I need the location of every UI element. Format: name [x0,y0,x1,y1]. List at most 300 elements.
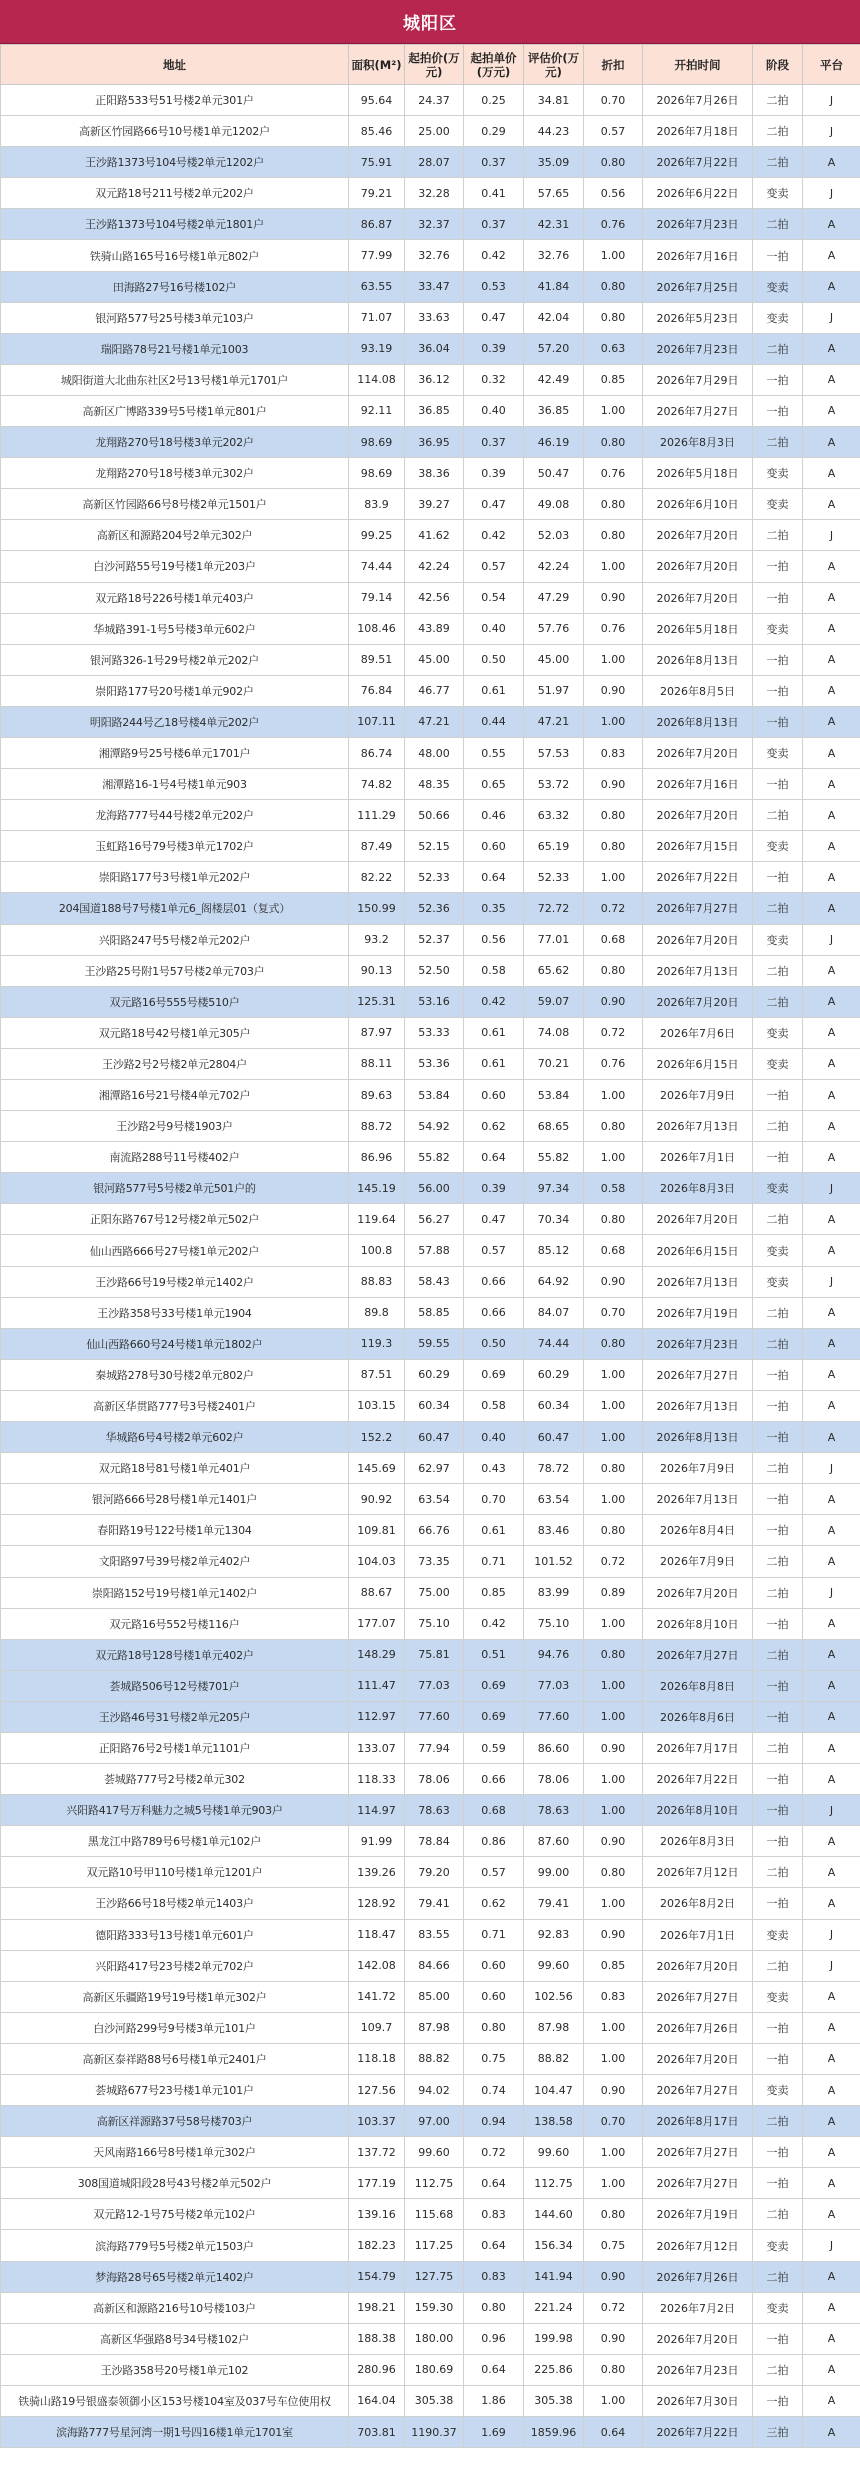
cell-discount: 0.90 [584,769,643,800]
cell-start-time: 2026年7月27日 [643,395,753,426]
cell-discount: 0.70 [584,2106,643,2137]
cell-start-price: 77.94 [405,1732,464,1763]
page-title: 城阳区 [0,0,860,44]
cell-area: 141.72 [349,1981,405,2012]
cell-stage: 一拍 [753,2137,803,2168]
cell-discount: 1.00 [584,2012,643,2043]
cell-discount: 0.80 [584,427,643,458]
cell-eval-price: 101.52 [524,1546,584,1577]
cell-discount: 0.80 [584,520,643,551]
cell-stage: 变卖 [753,1048,803,1079]
cell-platform: A [803,737,860,768]
cell-stage: 一拍 [753,1359,803,1390]
table-header [1,45,860,85]
table-row [1,2323,860,2354]
cell-discount: 0.70 [584,1297,643,1328]
cell-stage: 一拍 [753,769,803,800]
cell-stage: 一拍 [753,240,803,271]
cell-unit-price: 0.96 [464,2323,524,2354]
cell-unit-price: 1.69 [464,2417,524,2448]
cell-platform: A [803,2292,860,2323]
cell-area: 87.49 [349,831,405,862]
cell-stage: 变卖 [753,924,803,955]
cell-unit-price: 0.80 [464,2012,524,2043]
cell-discount: 0.80 [584,955,643,986]
cell-address: 田海路27号16号楼102户 [1,271,349,302]
cell-start-price: 39.27 [405,489,464,520]
cell-eval-price: 46.19 [524,427,584,458]
cell-platform: A [803,1359,860,1390]
cell-start-price: 45.00 [405,644,464,675]
cell-area: 86.96 [349,1142,405,1173]
cell-unit-price: 0.41 [464,178,524,209]
cell-eval-price: 45.00 [524,644,584,675]
table-row [1,769,860,800]
cell-platform: A [803,1546,860,1577]
cell-start-time: 2026年7月13日 [643,1111,753,1142]
cell-discount: 0.72 [584,1546,643,1577]
cell-discount: 1.00 [584,1390,643,1421]
cell-start-time: 2026年8月6日 [643,1701,753,1732]
cell-platform: J [803,116,860,147]
cell-address: 高新区广博路339号5号楼1单元801户 [1,395,349,426]
cell-start-time: 2026年8月3日 [643,1826,753,1857]
cell-eval-price: 52.33 [524,862,584,893]
cell-discount: 0.80 [584,302,643,333]
cell-start-price: 32.76 [405,240,464,271]
table-row [1,1701,860,1732]
cell-start-price: 52.33 [405,862,464,893]
table-row [1,271,860,302]
cell-unit-price: 0.69 [464,1359,524,1390]
cell-start-price: 77.60 [405,1701,464,1732]
cell-eval-price: 47.21 [524,706,584,737]
cell-address: 双元路18号211号楼2单元202户 [1,178,349,209]
cell-start-price: 36.04 [405,333,464,364]
table-row [1,1639,860,1670]
cell-address: 湘潭路16号21号楼4单元702户 [1,1080,349,1111]
cell-platform: A [803,458,860,489]
cell-start-price: 48.35 [405,769,464,800]
cell-area: 127.56 [349,2075,405,2106]
cell-platform: J [803,302,860,333]
cell-platform: A [803,551,860,582]
cell-platform: A [803,862,860,893]
cell-platform: J [803,85,860,116]
cell-start-price: 32.28 [405,178,464,209]
cell-platform: A [803,675,860,706]
cell-unit-price: 0.61 [464,1048,524,1079]
cell-discount: 0.80 [584,1111,643,1142]
cell-unit-price: 0.37 [464,209,524,240]
cell-platform: A [803,489,860,520]
cell-discount: 0.85 [584,364,643,395]
cell-stage: 变卖 [753,1981,803,2012]
cell-start-time: 2026年7月17日 [643,1732,753,1763]
cell-start-price: 56.27 [405,1204,464,1235]
cell-area: 79.14 [349,582,405,613]
cell-platform: J [803,2230,860,2261]
table-row [1,955,860,986]
header-start-price: 起拍价(万元) [405,45,464,85]
cell-start-price: 79.41 [405,1888,464,1919]
cell-platform: A [803,893,860,924]
cell-discount: 1.00 [584,644,643,675]
cell-platform: A [803,1670,860,1701]
cell-area: 108.46 [349,613,405,644]
cell-eval-price: 141.94 [524,2261,584,2292]
cell-address: 龙海路777号44号楼2单元202户 [1,800,349,831]
cell-area: 112.97 [349,1701,405,1732]
table-row [1,240,860,271]
cell-platform: A [803,986,860,1017]
table-row [1,333,860,364]
cell-platform: A [803,427,860,458]
cell-discount: 0.63 [584,333,643,364]
cell-stage: 二拍 [753,427,803,458]
cell-start-price: 38.36 [405,458,464,489]
cell-area: 118.18 [349,2043,405,2074]
cell-address: 高新区华强路8号34号楼102户 [1,2323,349,2354]
cell-eval-price: 32.76 [524,240,584,271]
cell-start-price: 43.89 [405,613,464,644]
cell-area: 119.3 [349,1328,405,1359]
cell-area: 103.15 [349,1390,405,1421]
cell-platform: A [803,613,860,644]
cell-area: 76.84 [349,675,405,706]
cell-area: 145.69 [349,1453,405,1484]
cell-unit-price: 0.54 [464,582,524,613]
cell-area: 90.13 [349,955,405,986]
cell-address: 铁骑山路165号16号楼1单元802户 [1,240,349,271]
cell-stage: 变卖 [753,2292,803,2323]
cell-address: 双元路10号甲110号楼1单元1201户 [1,1857,349,1888]
cell-unit-price: 0.85 [464,1577,524,1608]
header-platform: 平台 [803,45,860,85]
cell-eval-price: 65.62 [524,955,584,986]
cell-address: 双元路16号552号楼116户 [1,1608,349,1639]
cell-address: 天风南路166号8号楼1单元302户 [1,2137,349,2168]
cell-start-time: 2026年8月5日 [643,675,753,706]
cell-platform: J [803,1453,860,1484]
cell-address: 龙翔路270号18号楼3单元202户 [1,427,349,458]
cell-start-time: 2026年5月18日 [643,613,753,644]
cell-eval-price: 72.72 [524,893,584,924]
cell-stage: 变卖 [753,458,803,489]
table-row [1,1919,860,1950]
cell-start-price: 36.85 [405,395,464,426]
cell-address: 双元路12-1号75号楼2单元102户 [1,2199,349,2230]
cell-area: 88.67 [349,1577,405,1608]
cell-stage: 一拍 [753,1764,803,1795]
cell-start-time: 2026年7月22日 [643,147,753,178]
cell-eval-price: 77.03 [524,1670,584,1701]
cell-unit-price: 0.56 [464,924,524,955]
table-row [1,2075,860,2106]
cell-unit-price: 0.42 [464,1608,524,1639]
cell-start-price: 77.03 [405,1670,464,1701]
cell-stage: 一拍 [753,1515,803,1546]
cell-eval-price: 1859.96 [524,2417,584,2448]
table-row [1,1048,860,1079]
table-row [1,1764,860,1795]
cell-address: 正阳路533号51号楼2单元301户 [1,85,349,116]
cell-start-price: 78.06 [405,1764,464,1795]
cell-address: 正阳路76号2号楼1单元1101户 [1,1732,349,1763]
cell-unit-price: 0.59 [464,1732,524,1763]
cell-area: 98.69 [349,458,405,489]
cell-address: 双元路18号42号楼1单元305户 [1,1017,349,1048]
cell-platform: A [803,1764,860,1795]
cell-address: 高新区祥源路37号58号楼703户 [1,2106,349,2137]
cell-area: 88.83 [349,1266,405,1297]
header-discount: 折扣 [584,45,643,85]
cell-eval-price: 78.06 [524,1764,584,1795]
table-row [1,1732,860,1763]
cell-unit-price: 0.40 [464,395,524,426]
cell-start-price: 53.33 [405,1017,464,1048]
cell-discount: 0.90 [584,1266,643,1297]
table-row [1,458,860,489]
cell-start-price: 33.63 [405,302,464,333]
cell-platform: A [803,2106,860,2137]
cell-unit-price: 0.58 [464,1390,524,1421]
cell-stage: 三拍 [753,2417,803,2448]
cell-area: 154.79 [349,2261,405,2292]
cell-area: 99.25 [349,520,405,551]
cell-stage: 一拍 [753,2043,803,2074]
cell-platform: A [803,2168,860,2199]
cell-eval-price: 70.21 [524,1048,584,1079]
cell-platform: A [803,1732,860,1763]
cell-address: 铁骑山路19号银盛泰领御小区153号楼104室及037号车位使用权 [1,2385,349,2416]
header-address: 地址 [1,45,349,85]
cell-eval-price: 99.60 [524,2137,584,2168]
cell-platform: A [803,2323,860,2354]
cell-address: 白沙河路299号9号楼3单元101户 [1,2012,349,2043]
cell-stage: 一拍 [753,1701,803,1732]
table-row [1,2261,860,2292]
cell-address: 春阳路19号122号楼1单元1304 [1,1515,349,1546]
cell-area: 93.19 [349,333,405,364]
cell-address: 兴阳路417号万科魅力之城5号楼1单元903户 [1,1795,349,1826]
table-row [1,209,860,240]
cell-unit-price: 0.39 [464,1173,524,1204]
cell-address: 银河路577号5号楼2单元501户的 [1,1173,349,1204]
cell-stage: 一拍 [753,2323,803,2354]
cell-eval-price: 60.34 [524,1390,584,1421]
cell-stage: 一拍 [753,1670,803,1701]
cell-start-time: 2026年7月26日 [643,2012,753,2043]
cell-start-price: 1190.37 [405,2417,464,2448]
cell-start-time: 2026年7月20日 [643,2043,753,2074]
cell-start-time: 2026年7月20日 [643,582,753,613]
cell-area: 128.92 [349,1888,405,1919]
cell-eval-price: 52.03 [524,520,584,551]
cell-discount: 0.80 [584,800,643,831]
cell-unit-price: 0.64 [464,2230,524,2261]
cell-discount: 1.00 [584,1422,643,1453]
cell-stage: 一拍 [753,1888,803,1919]
table-row [1,924,860,955]
cell-discount: 0.64 [584,2417,643,2448]
cell-start-time: 2026年7月20日 [643,1950,753,1981]
table-row [1,1080,860,1111]
cell-stage: 二拍 [753,520,803,551]
cell-area: 71.07 [349,302,405,333]
cell-start-price: 54.92 [405,1111,464,1142]
cell-unit-price: 0.61 [464,1017,524,1048]
cell-eval-price: 305.38 [524,2385,584,2416]
cell-unit-price: 0.47 [464,1204,524,1235]
cell-start-price: 117.25 [405,2230,464,2261]
cell-stage: 一拍 [753,1422,803,1453]
cell-stage: 变卖 [753,613,803,644]
cell-platform: A [803,800,860,831]
cell-start-price: 32.37 [405,209,464,240]
table-row [1,1608,860,1639]
cell-stage: 一拍 [753,1390,803,1421]
cell-eval-price: 57.65 [524,178,584,209]
cell-address: 308国道城阳段28号43号楼2单元502户 [1,2168,349,2199]
cell-start-time: 2026年7月19日 [643,2199,753,2230]
header-row [1,45,860,85]
cell-platform: J [803,1266,860,1297]
cell-address: 崇阳路177号20号楼1单元902户 [1,675,349,706]
cell-area: 188.38 [349,2323,405,2354]
cell-start-price: 127.75 [405,2261,464,2292]
cell-start-time: 2026年7月27日 [643,893,753,924]
cell-address: 正阳东路767号12号楼2单元502户 [1,1204,349,1235]
cell-start-time: 2026年7月9日 [643,1080,753,1111]
cell-area: 88.72 [349,1111,405,1142]
cell-stage: 二拍 [753,1453,803,1484]
cell-area: 177.19 [349,2168,405,2199]
table-row [1,1328,860,1359]
cell-address: 王沙路1373号104号楼2单元1202户 [1,147,349,178]
cell-unit-price: 0.64 [464,862,524,893]
cell-start-price: 36.95 [405,427,464,458]
cell-eval-price: 41.84 [524,271,584,302]
cell-platform: A [803,1048,860,1079]
cell-eval-price: 94.76 [524,1639,584,1670]
cell-discount: 1.00 [584,1670,643,1701]
cell-area: 85.46 [349,116,405,147]
cell-stage: 二拍 [753,1328,803,1359]
cell-address: 双元路16号555号楼510户 [1,986,349,1017]
cell-area: 164.04 [349,2385,405,2416]
cell-unit-price: 0.51 [464,1639,524,1670]
cell-discount: 0.90 [584,2261,643,2292]
cell-start-price: 94.02 [405,2075,464,2106]
cell-address: 龙翔路270号18号楼3单元302户 [1,458,349,489]
cell-address: 王沙路358号33号楼1单元1904 [1,1297,349,1328]
cell-platform: A [803,831,860,862]
cell-area: 137.72 [349,2137,405,2168]
cell-stage: 二拍 [753,800,803,831]
cell-eval-price: 221.24 [524,2292,584,2323]
cell-discount: 0.58 [584,1173,643,1204]
cell-stage: 一拍 [753,644,803,675]
cell-unit-price: 0.42 [464,240,524,271]
cell-platform: A [803,2354,860,2385]
cell-stage: 二拍 [753,1639,803,1670]
cell-address: 王沙路1373号104号楼2单元1801户 [1,209,349,240]
cell-area: 63.55 [349,271,405,302]
cell-eval-price: 87.98 [524,2012,584,2043]
table-row [1,1484,860,1515]
cell-address: 兴阳路417号23号楼2单元702户 [1,1950,349,1981]
cell-stage: 一拍 [753,1142,803,1173]
cell-stage: 变卖 [753,2230,803,2261]
cell-unit-price: 0.60 [464,1950,524,1981]
table-row [1,706,860,737]
cell-start-time: 2026年7月20日 [643,1204,753,1235]
cell-area: 109.81 [349,1515,405,1546]
cell-area: 182.23 [349,2230,405,2261]
cell-start-price: 41.62 [405,520,464,551]
cell-discount: 1.00 [584,1701,643,1732]
cell-area: 89.63 [349,1080,405,1111]
cell-platform: A [803,2199,860,2230]
cell-discount: 1.00 [584,1608,643,1639]
table-row [1,2137,860,2168]
cell-address: 荟城路677号23号楼1单元101户 [1,2075,349,2106]
cell-eval-price: 57.76 [524,613,584,644]
cell-discount: 1.00 [584,1359,643,1390]
table-row [1,178,860,209]
cell-stage: 变卖 [753,489,803,520]
cell-eval-price: 42.49 [524,364,584,395]
cell-start-time: 2026年7月15日 [643,831,753,862]
cell-start-time: 2026年7月6日 [643,1017,753,1048]
cell-address: 秦城路278号30号楼2单元802户 [1,1359,349,1390]
table-row [1,2292,860,2323]
cell-eval-price: 55.82 [524,1142,584,1173]
cell-start-price: 97.00 [405,2106,464,2137]
cell-discount: 1.00 [584,2137,643,2168]
table-row [1,1795,860,1826]
cell-platform: A [803,769,860,800]
cell-unit-price: 0.53 [464,271,524,302]
cell-discount: 0.90 [584,2075,643,2106]
table-row [1,831,860,862]
cell-unit-price: 0.50 [464,644,524,675]
cell-area: 280.96 [349,2354,405,2385]
cell-stage: 二拍 [753,986,803,1017]
cell-start-price: 59.55 [405,1328,464,1359]
table-body [1,85,860,2448]
cell-discount: 0.83 [584,737,643,768]
cell-eval-price: 57.53 [524,737,584,768]
cell-eval-price: 78.72 [524,1453,584,1484]
cell-area: 107.11 [349,706,405,737]
cell-stage: 二拍 [753,1732,803,1763]
cell-stage: 一拍 [753,1484,803,1515]
cell-start-time: 2026年7月27日 [643,2168,753,2199]
table-row [1,1670,860,1701]
cell-start-time: 2026年5月18日 [643,458,753,489]
cell-area: 95.64 [349,85,405,116]
cell-unit-price: 0.69 [464,1670,524,1701]
cell-unit-price: 0.60 [464,831,524,862]
cell-discount: 0.76 [584,1048,643,1079]
cell-discount: 0.56 [584,178,643,209]
cell-unit-price: 0.70 [464,1484,524,1515]
cell-area: 91.99 [349,1826,405,1857]
cell-discount: 1.00 [584,706,643,737]
cell-eval-price: 49.08 [524,489,584,520]
